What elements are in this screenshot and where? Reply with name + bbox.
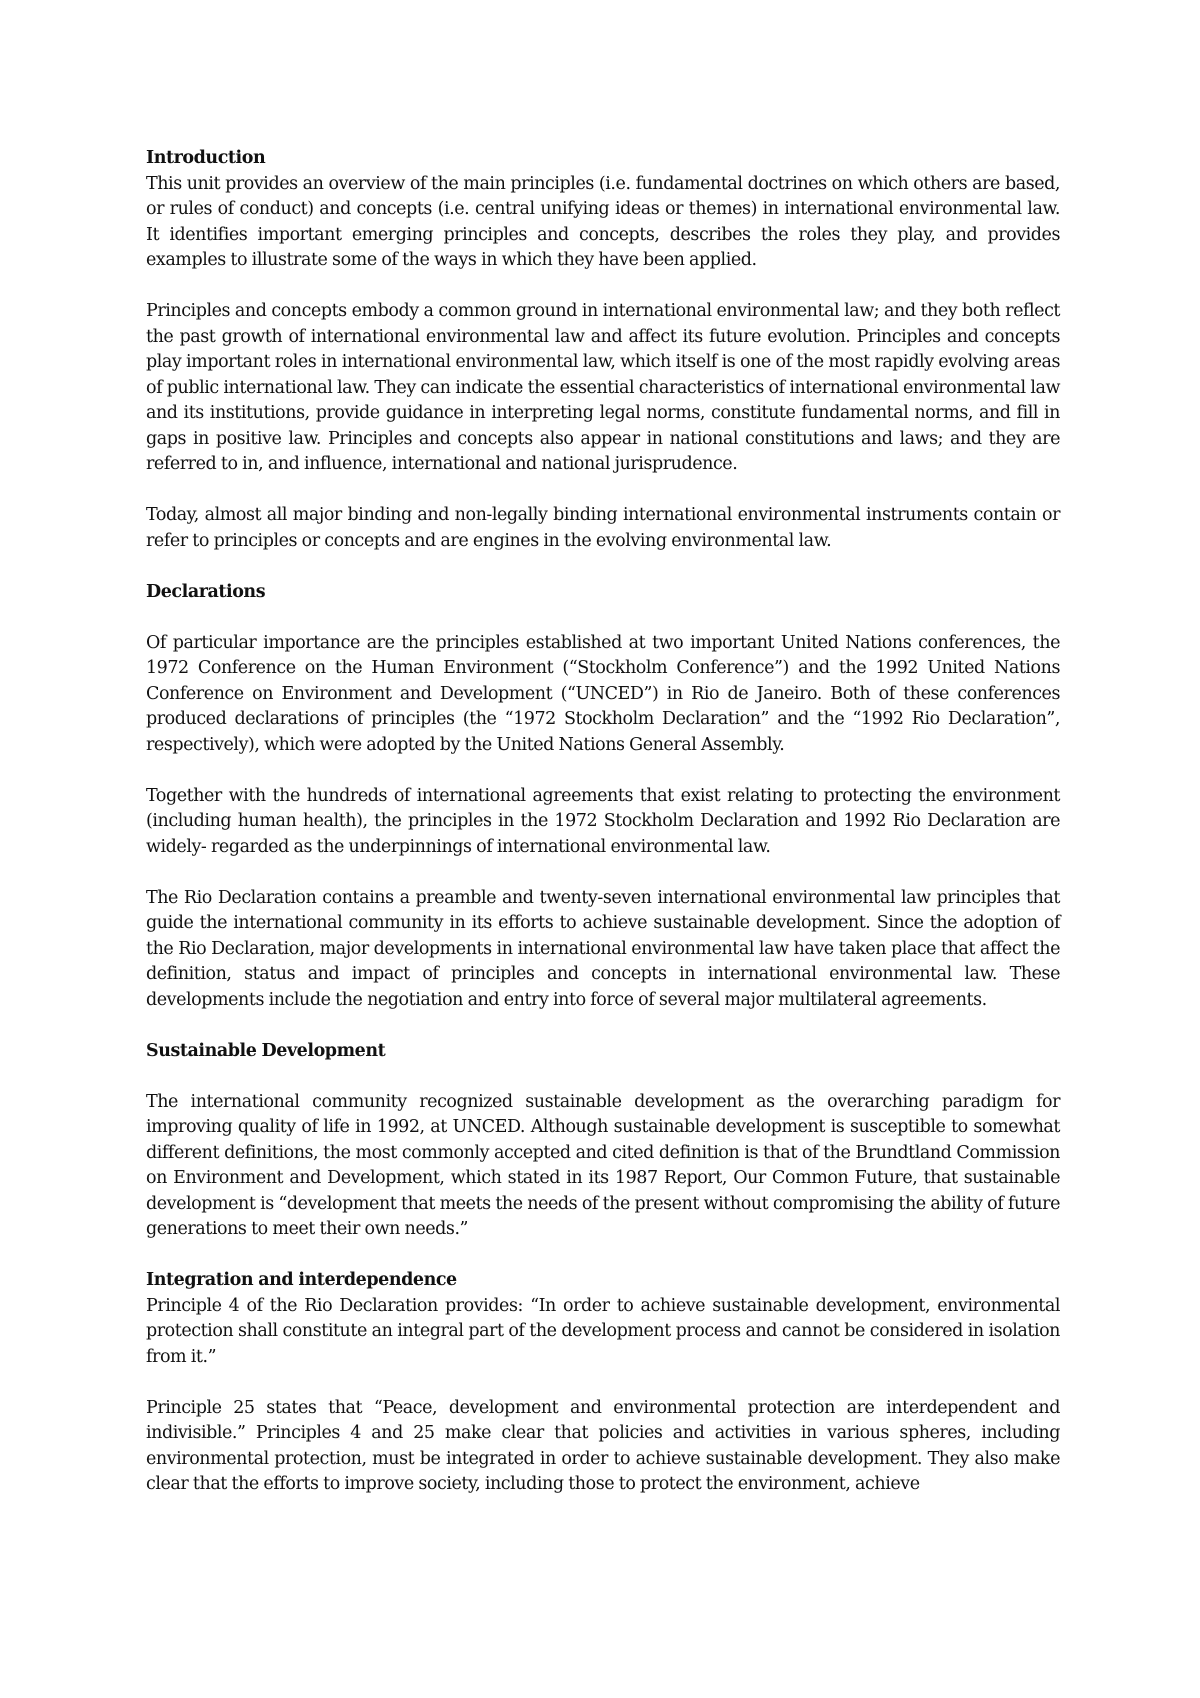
paragraph: Principle 4 of the Rio Declaration provides: “In order to achieve sustainable development, environmental protection shall constitute an integral part of the development process and cannot be considered in isolation from it.” (146, 1295, 1060, 1367)
paragraph: Together with the hundreds of international agreements that exist relating to protecting the environment (including human health), the principles in the 1972 Stockholm Declaration and 1992 Rio Declaration are widely- regarded as the underpinnings of international environmental law. (146, 785, 1060, 857)
section-sustainable-development (146, 1039, 1060, 1243)
heading-integration-and-interdependence: Integration and interdependence (146, 1270, 457, 1290)
section-declarations (146, 580, 1060, 1014)
paragraph: Of particular importance are the principles established at two important United Nations conferences, the 1972 Conference on the Human Environment (“Stockholm Conference”) and the 1992 United Nations Conference on Environment and Development (“UNCED”) in Rio de Janeiro. Both of these conferences produced declarations of principles (the “1972 Stockholm Declaration” and the “1992 Rio Declaration”, respectively), which were adopted by the United Nations General Assembly. (146, 632, 1060, 755)
section-integration (146, 1268, 1060, 1498)
paragraph: Principle 25 states that “Peace, development and environmental protection are interdependent and indivisible.” Principles 4 and 25 make clear that policies and activities in various spheres, including environmental protection, must be integrated in order to achieve sustainable development. They also make clear that the efforts to improve society, including those to protect the environment, achieve (146, 1397, 1060, 1494)
document-page (146, 146, 1060, 1523)
paragraph: Principles and concepts embody a common ground in international environmental law; and they both reflect the past growth of international environmental law and affect its future evolution. Principles and concepts play important roles in international environmental law, which itself is one of the most rapidly evolving areas of public international law. They can indicate the essential characteristics of international environmental law and its institutions, provide guidance in interpreting legal norms, constitute fundamental norms, and fill in gaps in positive law. Principles and concepts also appear in national constitutions and laws; and they are referred to in, and influence, international and national jurisprudence. (146, 301, 1060, 474)
heading-introduction: Introduction (146, 148, 266, 168)
paragraph: The international community recognized sustainable development as the overarching paradigm for improving quality of life in 1992, at UNCED. Although sustainable development is susceptible to somewhat different definitions, the most commonly accepted and cited definition is that of the Brundtland Commission on Environment and Development, which stated in its 1987 Report, Our Common Future, that sustainable development is “development that meets the needs of the present without compromising the ability of future generations to meet their own needs.” (146, 1091, 1060, 1239)
paragraph: The Rio Declaration contains a preamble and twenty-seven international environmental law principles that guide the international community in its efforts to achieve sustainable development. Since the adoption of the Rio Declaration, major developments in international environmental law have taken place that affect the definition, status and impact of principles and concepts in international environmental law. These developments include the negotiation and entry into force of several major multilateral agreements. (146, 887, 1060, 1010)
heading-sustainable-development: Sustainable Development (146, 1040, 386, 1061)
heading-declarations: Declarations (146, 581, 266, 602)
paragraph: This unit provides an overview of the main principles (i.e. fundamental doctrines on which others are based, or rules of conduct) and concepts (i.e. central unifying ideas or themes) in international environmental law. It identifies important emerging principles and concepts, describes the roles they play, and provides examples to illustrate some of the ways in which they have been applied. (146, 173, 1060, 270)
paragraph: Today, almost all major binding and non-legally binding international environmental instruments contain or refer to principles or concepts and are engines in the evolving environmental law. (146, 505, 1060, 551)
section-introduction (146, 146, 1060, 554)
